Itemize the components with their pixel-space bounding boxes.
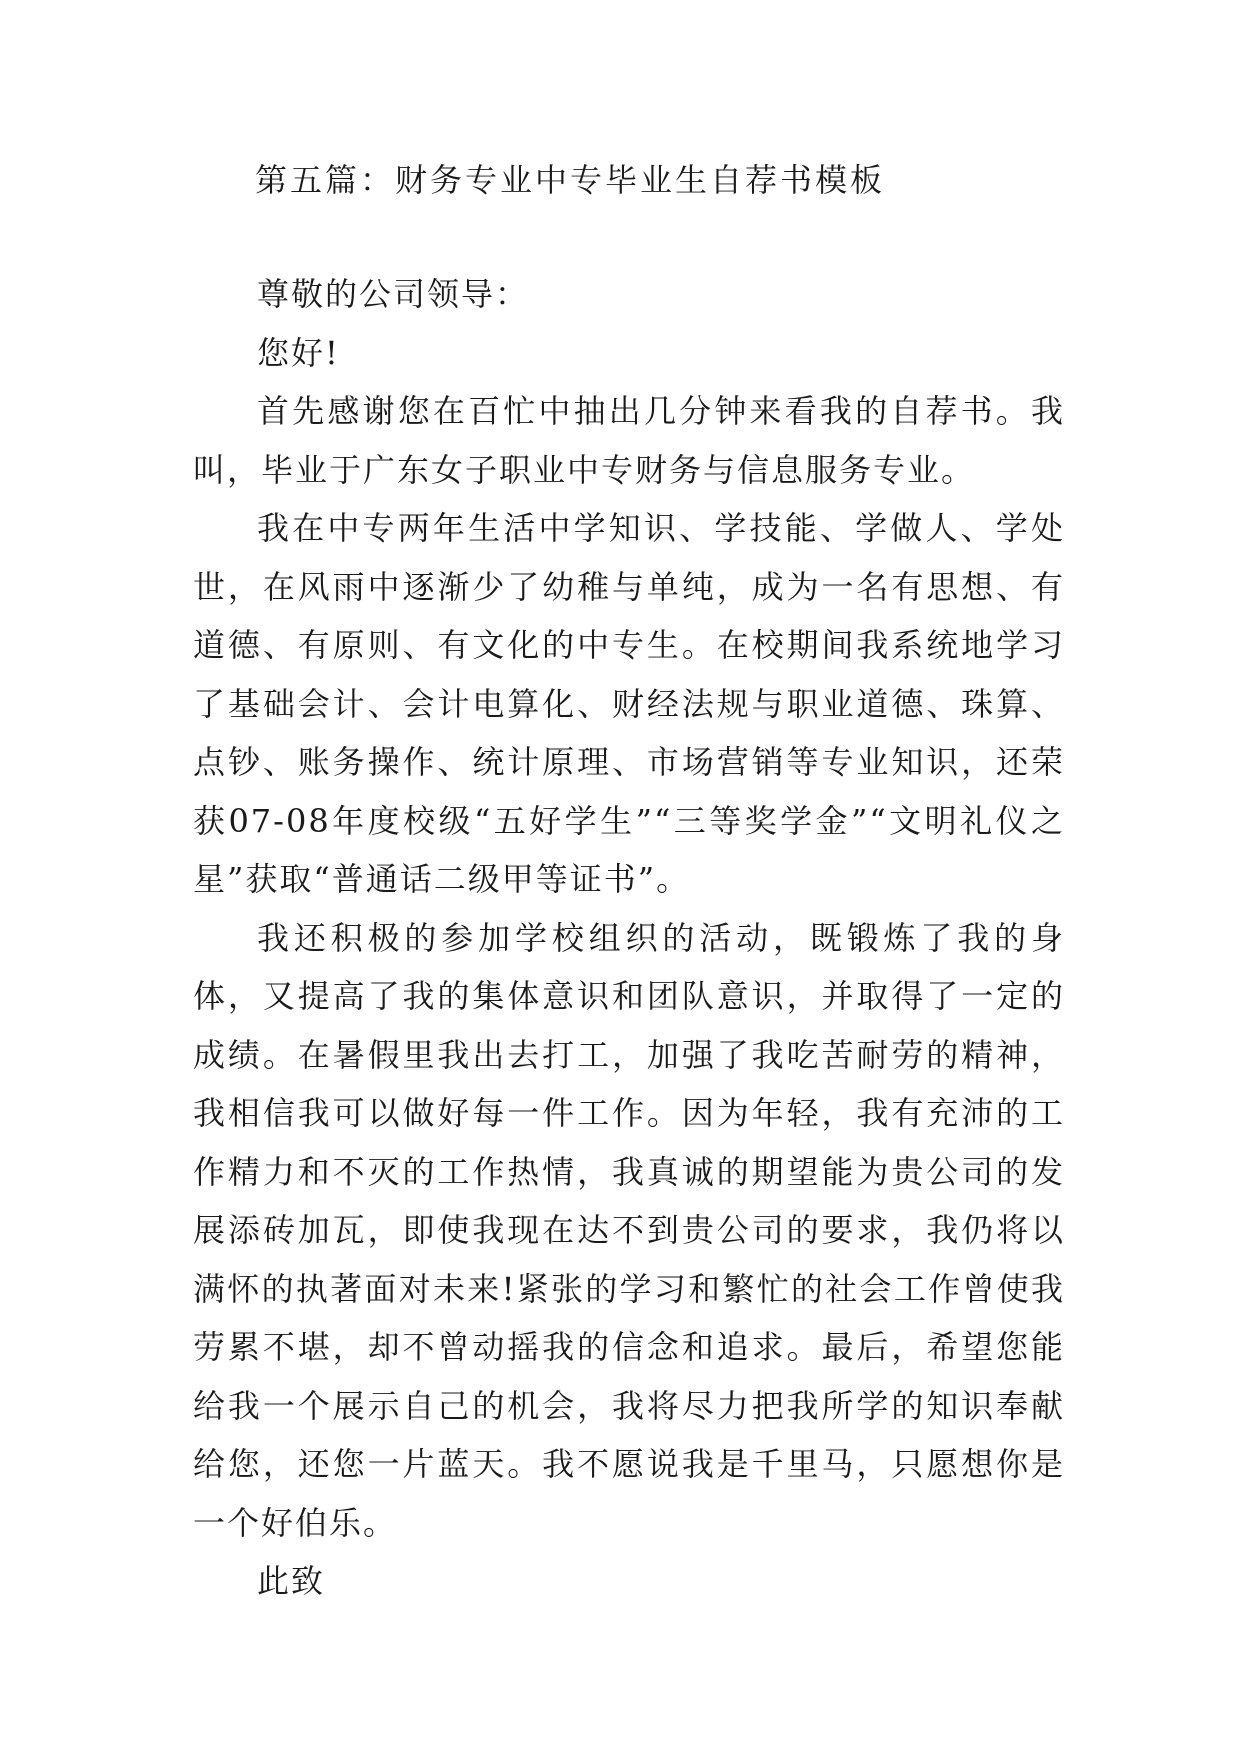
paragraph-studies: 我在中专两年生活中学知识、学技能、学做人、学处世，在风雨中逐渐少了幼稚与单纯，成为一名有思想、有道德、有原则、有文化的中专生。在校期间我系统地学习了基础会计、会计电算化、财经法规与职业道德、珠算、点钞、账务操作、统计原理、市场营销等专业知识，还荣获07-08年度校级“五好学生”“三等奖学金”“文明礼仪之星”获取“普通话二级甲等证书”。 [193,509,1065,898]
closing: 此致 [257,1562,326,1600]
document-body [193,265,1065,1611]
salutation: 尊敬的公司领导： [257,275,530,313]
paragraph-activities: 我还积极的参加学校组织的活动，既锻炼了我的身体，又提高了我的集体意识和团队意识，并取得了一定的成绩。在暑假里我出去打工，加强了我吃苦耐劳的精神，我相信我可以做好每一件工作。因为年轻，我有充沛的工作精力和不灭的工作热情，我真诚的期望能为贵公司的发展添砖加瓦，即使我现在达不到贵公司的要求，我仍将以满怀的执著面对未来!紧张的学习和繁忙的社会工作曾使我劳累不堪，却不曾动摇我的信念和追求。最后，希望您能给我一个展示自己的机会，我将尽力把我所学的知识奉献给您，还您一片蓝天。我不愿说我是千里马，只愿想你是一个好伯乐。 [193,918,1065,1542]
greeting: 您好! [257,333,340,372]
document-title: 第五篇：财务专业中专毕业生自荐书模板 [255,161,886,199]
paragraph-intro: 首先感谢您在百忙中抽出几分钟来看我的自荐书。我叫，毕业于广东女子职业中专财务与信息服务专业。 [193,392,1065,489]
